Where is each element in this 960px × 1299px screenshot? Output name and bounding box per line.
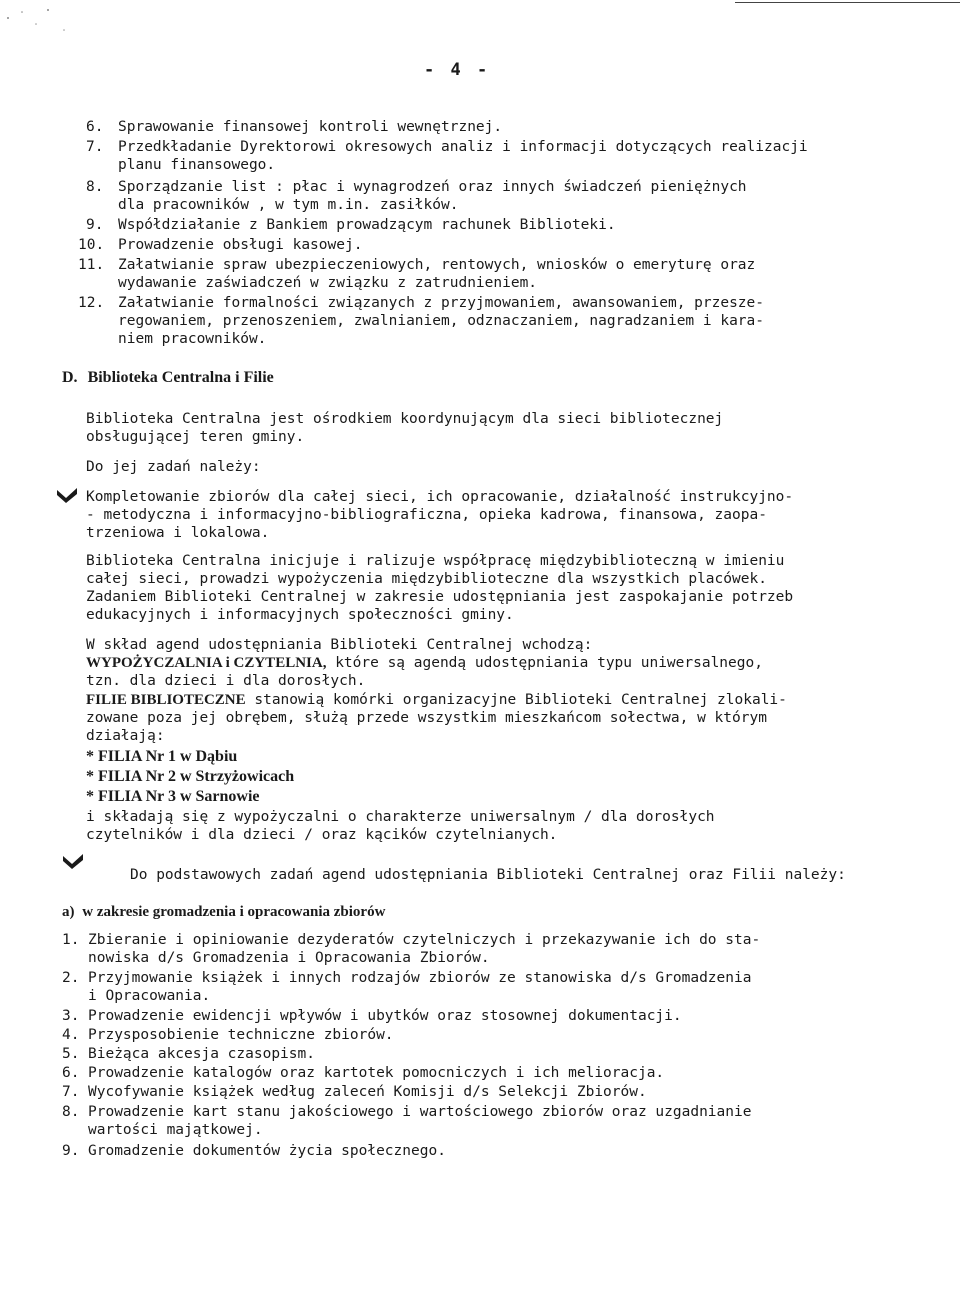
para4-line-5: zowane poza jej obrębem, służą przede wszystkim mieszkańcom sołectwa, w którym [86,710,767,726]
tasks-intro: Do jej zadań należy: [86,459,261,475]
item-text: Przysposobienie techniczne zbiorów. [88,1027,394,1043]
item-text: niem pracowników. [118,331,267,347]
para4-line-4 [86,691,787,709]
para2-line-3: trzeniowa i lokalowa. [86,525,270,541]
item-text: Wycofywanie książek według zaleceń Komisji d/s Selekcji Zbiorów. [88,1084,647,1100]
item-text: Prowadzenie kart stanu jakościowego i wartościowego zbiorów oraz uzgadnianie [88,1104,752,1120]
wypozyczalnia-czytelnia-label: WYPOŻYCZALNIA i CZYTELNIA, [86,655,327,671]
para2-line-2: - metodyczna i informacyjno-bibliograficzna, opieka kadrowa, finansowa, zaopa- [86,507,767,523]
item-text: regowaniem, przenoszeniem, zwalnianiem, odznaczaniem, nagradzaniem i kara- [118,313,765,329]
scan-top-rule [735,2,960,3]
scan-specks [0,0,80,40]
para5-line-1: i składają się z wypożyczalni o charakterze uniwersalnym / dla dorosłych [86,809,715,825]
para4-line-4-rest: stanowią komórki organizacyjne Biblioteki Centralnej zlokali- [245,692,787,708]
item-number: 9. [86,217,104,233]
item-number: 7. [86,139,104,155]
item-number: 4. [62,1027,80,1043]
item-number: 10. [78,237,105,253]
para4-line-2-rest: które są agendą udostępniania typu uniwersalnego, [326,655,763,671]
item-number: 8. [62,1104,80,1120]
para4-line-3: tzn. dla dzieci i dla dorosłych. [86,673,366,689]
item-text: Sporządzanie list : płac i wynagrodzeń oraz innych świadczeń pieniężnych [118,179,747,195]
item-number: 11. [78,257,105,273]
section-d-heading [62,369,274,387]
item-text: Załatwianie formalności związanych z przyjmowaniem, awansowaniem, przesze- [118,295,765,311]
item-text: dla pracowników , w tym m.in. zasiłków. [118,197,459,213]
filia-2: * FILIA Nr 2 w Strzyżowicach [86,768,295,785]
para3-line-1: Biblioteka Centralna inicjuje i ralizuje współpracę międzybiblioteczną w imieniu [86,553,785,569]
margin-check-icon [56,486,78,504]
item-text: nowiska d/s Gromadzenia i Opracowania Zbiorów. [88,950,490,966]
item-number: 2. [62,970,80,986]
item-text: i Opracowania. [88,988,211,1004]
para2-line-1: Kompletowanie zbiorów dla całej sieci, ich opracowanie, działalność instrukcyjno- [86,489,794,505]
basic-tasks-intro: Do podstawowych zadań agend udostępniania Biblioteki Centralnej oraz Filii należy: [130,867,846,883]
para3-line-2: całej sieci, prowadzi wypożyczenia międzybiblioteczne dla wszystkich placówek. [86,571,767,587]
item-text: Prowadzenie ewidencji wpływów i ubytków oraz stosownej dokumentacji. [88,1008,682,1024]
item-number: 6. [86,119,104,135]
item-number: 1. [62,932,80,948]
subsection-a-letter: a) [62,904,75,920]
item-text: wydawanie zaświadczeń w związku z zatrudnieniem. [118,275,538,291]
filia-3: * FILIA Nr 3 w Sarnowie [86,788,260,805]
item-text: Prowadzenie katalogów oraz kartotek pomocniczych i ich melioracja. [88,1065,665,1081]
item-number: 5. [62,1046,80,1062]
item-text: planu finansowego. [118,157,276,173]
item-text: Sprawowanie finansowej kontroli wewnętrznej. [118,119,503,135]
item-number: 12. [78,295,105,311]
item-text: wartości majątkowej. [88,1122,263,1138]
section-d-letter: D. [62,369,78,386]
subsection-a-title: w zakresie gromadzenia i opracowania zbiorów [82,904,386,920]
subsection-a-heading [62,903,385,921]
item-number: 9. [62,1143,80,1159]
item-text: Bieżąca akcesja czasopism. [88,1046,315,1062]
item-text: Zbieranie i opiniowanie dezyderatów czytelniczych i przekazywanie ich do sta- [88,932,761,948]
para3-line-3: Zadaniem Biblioteki Centralnej w zakresie udostępniania jest zaspokajanie potrzeb [86,589,794,605]
para3-line-4: edukacyjnych i informacyjnych społeczności gminy. [86,607,514,623]
filia-1: * FILIA Nr 1 w Dąbiu [86,748,238,765]
item-number: 8. [86,179,104,195]
para1-line-1: Biblioteka Centralna jest ośrodkiem koordynującym dla sieci bibliotecznej [86,411,724,427]
item-text: Prowadzenie obsługi kasowej. [118,237,363,253]
para4-line-2 [86,654,763,672]
item-text: Współdziałanie z Bankiem prowadzącym rachunek Biblioteki. [118,217,616,233]
filie-biblioteczne-label: FILIE BIBLIOTECZNE [86,692,246,708]
item-text: Załatwianie spraw ubezpieczeniowych, rentowych, wniosków o emeryturę oraz [118,257,756,273]
page-number: - 4 - [424,60,491,80]
section-d-title: Biblioteka Centralna i Filie [87,369,274,386]
item-number: 7. [62,1084,80,1100]
item-number: 3. [62,1008,80,1024]
para4-line-6: działają: [86,728,165,744]
item-text: Przedkładanie Dyrektorowi okresowych analiz i informacji dotyczących realizacji [118,139,808,155]
item-number: 6. [62,1065,80,1081]
item-text: Gromadzenie dokumentów życia społecznego. [88,1143,446,1159]
para5-line-2: czytelników i dla dzieci / oraz kącików czytelnianych. [86,827,558,843]
para1-line-2: obsługującej teren gminy. [86,429,305,445]
item-text: Przyjmowanie książek i innych rodzajów zbiorów ze stanowiska d/s Gromadzenia [88,970,752,986]
margin-check-icon [62,852,84,870]
para4-line-1: W skład agend udostępniania Biblioteki Centralnej wchodzą: [86,637,593,653]
